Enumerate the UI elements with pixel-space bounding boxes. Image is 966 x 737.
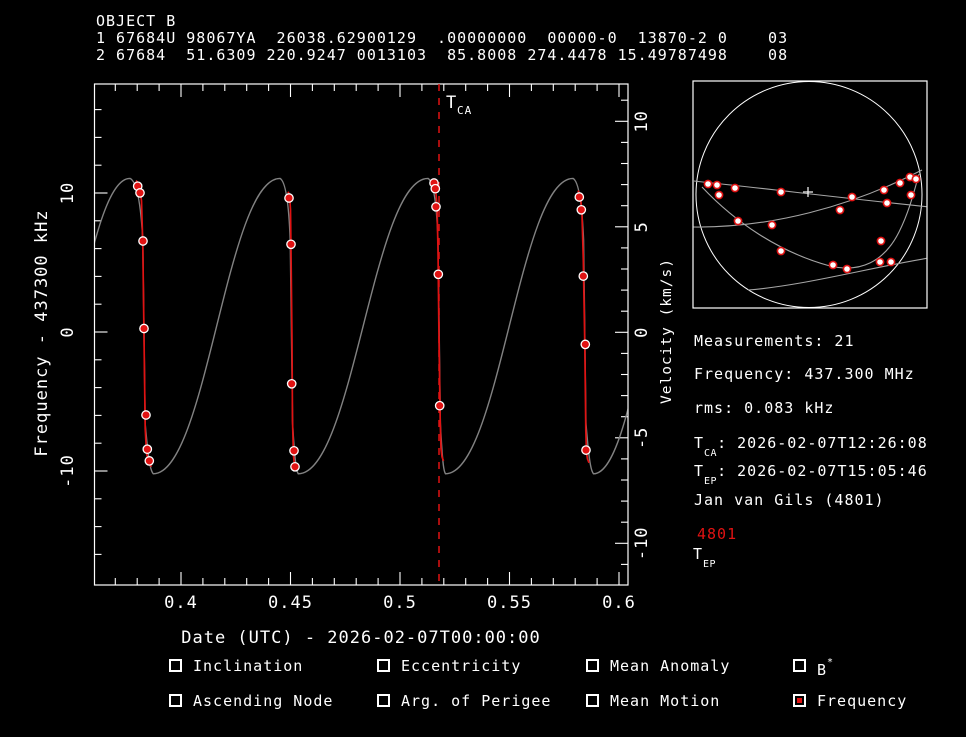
tca-marker-group — [439, 84, 472, 585]
checkbox-label-b: B* — [817, 657, 834, 679]
y2-tick-label: -10 — [632, 526, 652, 561]
tep-subscript: EP — [704, 476, 718, 487]
sky-track — [694, 181, 930, 207]
tep-symbol: T — [694, 462, 705, 480]
measurements-count: Measurements: 21 — [694, 332, 855, 350]
sky-measurement-point[interactable] — [768, 221, 775, 228]
y-tick-label: 10 — [58, 181, 78, 205]
sky-measurement-point[interactable] — [912, 175, 919, 182]
sky-measurement-point[interactable] — [887, 258, 894, 265]
measurement-point[interactable] — [581, 340, 589, 348]
site-id-legend: 4801 — [697, 525, 738, 543]
sky-measurement-point[interactable] — [777, 247, 784, 254]
tep-readout — [694, 463, 928, 486]
measurement-point[interactable] — [290, 447, 298, 455]
fitted-pass-segment — [433, 180, 444, 461]
tick-labels — [58, 110, 652, 613]
sky-measurement-point[interactable] — [876, 258, 883, 265]
checkbox-box-mean-motion[interactable] — [586, 694, 599, 707]
tle-line-1: 1 67684U 98067YA 26038.62900129 .00000000 00000-0 13870-2 0 03 — [96, 29, 789, 47]
checkbox-label-mean-motion: Mean Motion — [610, 692, 721, 710]
measurement-point[interactable] — [434, 270, 442, 278]
tca-symbol: T — [694, 434, 705, 452]
checkbox-label-inclination: Inclination — [193, 657, 304, 675]
sky-measurement-point[interactable] — [843, 265, 850, 272]
measurement-points-group[interactable] — [134, 179, 591, 471]
measurement-point[interactable] — [575, 193, 583, 201]
checkbox-label-mean-anomaly: Mean Anomaly — [610, 657, 731, 675]
tca-subscript: CA — [704, 448, 718, 459]
sky-measurement-point[interactable] — [836, 206, 843, 213]
y2-axis-title: Velocity (km/s) — [659, 258, 675, 404]
checkbox-label-ascending-node: Ascending Node — [193, 692, 334, 710]
sky-measurement-point[interactable] — [731, 184, 738, 191]
sky-measurement-point[interactable] — [880, 186, 887, 193]
measurement-point[interactable] — [143, 445, 151, 453]
checkbox-box-eccentricity[interactable] — [377, 659, 390, 672]
tca-plot-label: T — [446, 93, 458, 113]
tca-value: : 2026-02-07T12:26:08 — [717, 434, 928, 452]
tca-readout — [694, 435, 928, 458]
x-tick-label: 0.4 — [164, 593, 198, 613]
sky-tracks-group — [693, 170, 930, 290]
observer-name: Jan van Gils (4801) — [694, 491, 885, 509]
measurement-point[interactable] — [142, 411, 150, 419]
checkbox-box-arg-of-perigee[interactable] — [377, 694, 390, 707]
tca-plot-label-subscript: CA — [457, 104, 473, 117]
sky-horizon-circle — [696, 82, 922, 308]
object-title: OBJECT B — [96, 12, 177, 30]
x-tick-label: 0.45 — [268, 593, 313, 613]
x-axis-title: Date (UTC) - 2026-02-07T00:00:00 — [181, 628, 541, 648]
measurement-point[interactable] — [577, 206, 585, 214]
tle-line-2: 2 67684 51.6309 220.9247 0013103 85.8008 274.4478 15.49787498 08 — [96, 46, 789, 64]
measurement-point[interactable] — [431, 185, 439, 193]
y-tick-label: 0 — [58, 326, 78, 338]
y-axis-title: Frequency - 437300 kHz — [32, 209, 52, 457]
measurement-point[interactable] — [432, 203, 440, 211]
model-doppler-curve — [20, 178, 700, 473]
y2-tick-label: 5 — [632, 221, 652, 233]
measurement-point[interactable] — [287, 240, 295, 248]
checkbox-box-ascending-node[interactable] — [169, 694, 182, 707]
sky-measurement-point[interactable] — [896, 179, 903, 186]
sky-measurement-point[interactable] — [704, 180, 711, 187]
sky-measurement-point[interactable] — [907, 191, 914, 198]
measurement-point[interactable] — [579, 272, 587, 280]
checkbox-label-frequency: Frequency — [817, 692, 908, 710]
measurement-point[interactable] — [145, 457, 153, 465]
sky-measurement-point[interactable] — [715, 191, 722, 198]
x-tick-label: 0.6 — [602, 593, 636, 613]
checkbox-box-b[interactable] — [793, 659, 806, 672]
y-tick-label: -10 — [58, 454, 78, 488]
sky-measurement-point[interactable] — [734, 217, 741, 224]
measurement-point[interactable] — [288, 380, 296, 388]
sky-track — [748, 258, 928, 290]
sky-measurement-point[interactable] — [777, 188, 784, 195]
tep-legend-subscript: EP — [703, 559, 717, 570]
measurement-point[interactable] — [140, 324, 148, 332]
frequency-readout: Frequency: 437.300 MHz — [694, 365, 915, 383]
superscript: * — [827, 657, 834, 668]
x-tick-label: 0.55 — [487, 593, 532, 613]
checkbox-box-mean-anomaly[interactable] — [586, 659, 599, 672]
measurement-point[interactable] — [582, 446, 590, 454]
checkbox-box-frequency[interactable] — [793, 694, 806, 707]
checkbox-box-inclination[interactable] — [169, 659, 182, 672]
sky-measurement-point[interactable] — [877, 237, 884, 244]
tep-value: : 2026-02-07T15:05:46 — [717, 462, 928, 480]
sky-measurement-point[interactable] — [829, 261, 836, 268]
sky-measurement-point[interactable] — [883, 199, 890, 206]
y2-tick-label: 0 — [632, 326, 652, 338]
sky-measurement-point[interactable] — [848, 193, 855, 200]
measurement-point[interactable] — [291, 463, 299, 471]
sky-track — [693, 170, 922, 227]
measurement-point[interactable] — [285, 194, 293, 202]
measurement-point[interactable] — [436, 402, 444, 410]
tep-legend — [693, 546, 716, 569]
model-curve-group — [20, 178, 700, 473]
x-tick-label: 0.5 — [383, 593, 417, 613]
tep-legend-symbol: T — [693, 545, 704, 563]
measurement-point[interactable] — [136, 189, 144, 197]
checkbox-label-eccentricity: Eccentricity — [401, 657, 522, 675]
sky-measurement-point[interactable] — [713, 181, 720, 188]
y2-tick-label: -5 — [632, 426, 652, 450]
checkbox-label-arg-of-perigee: Arg. of Perigee — [401, 692, 552, 710]
checkbox-checked-mark — [797, 698, 802, 703]
y2-tick-label: 10 — [632, 110, 652, 133]
rms-readout: rms: 0.083 kHz — [694, 399, 835, 417]
measurement-point[interactable] — [139, 237, 147, 245]
